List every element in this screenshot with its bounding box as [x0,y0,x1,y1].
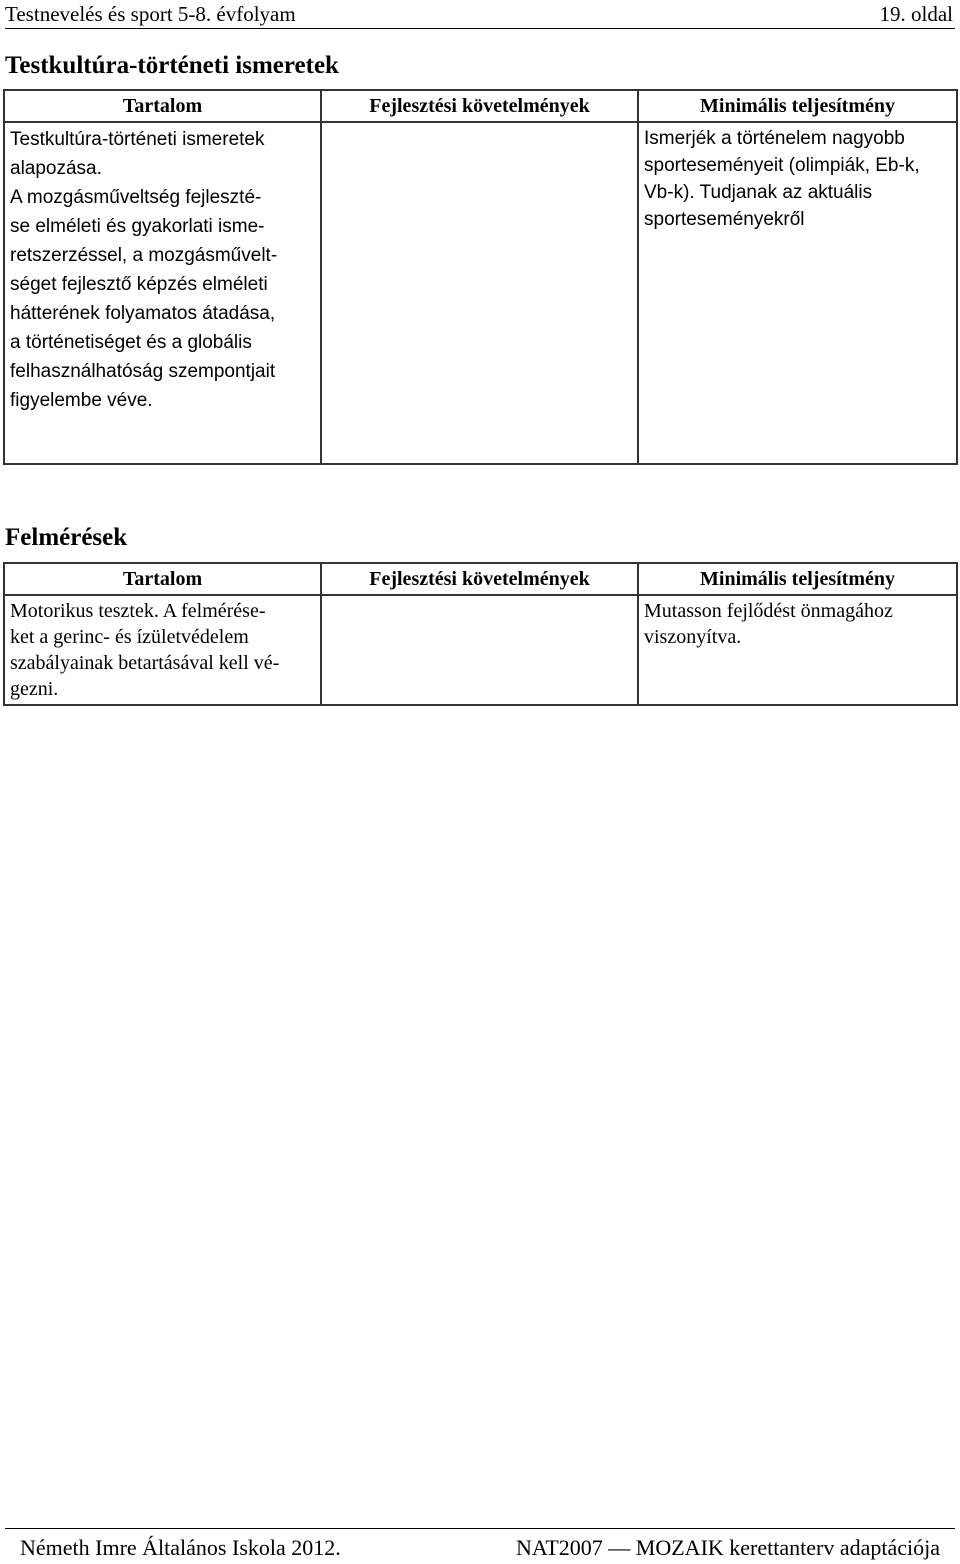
assessment-requirements-table [3,562,958,706]
requirements-cell [321,595,638,705]
table-row [4,122,957,464]
content-line: Motorikus tesztek. A felmérése- [10,600,266,622]
minimum-line: Mutasson fejlődést önmagához [644,600,893,622]
content-line: Testkultúra-történeti ismeretek [10,129,265,150]
column-header-requirements: Fejlesztési követelmények [321,563,638,595]
content-line: szabályainak betartásával kell vé- [10,652,280,674]
table-header-row [4,563,957,595]
content-cell [4,122,321,464]
content-cell [4,595,321,705]
column-header-requirements: Fejlesztési követelmények [321,90,638,122]
page-number: 19. oldal [879,2,953,26]
section-title-assessments: Felmérések [5,524,128,551]
column-header-content: Tartalom [4,90,321,122]
content-line: se elméleti és gyakorlati isme- [10,216,265,237]
minimum-line: Ismerjék a történelem nagyobb [644,128,905,149]
column-header-minimum: Minimális teljesítmény [638,90,957,122]
content-line: ket a gerinc- és ízületvédelem [10,626,249,648]
school-name: Németh Imre Általános Iskola 2012. [20,1535,341,1560]
content-line: séget fejlesztő képzés elméleti [10,274,268,295]
content-line: retszerzéssel, a mozgásművelt- [10,245,278,266]
content-line: alapozása. [10,158,102,179]
column-header-content: Tartalom [4,563,321,595]
section-title-history: Testkultúra-történeti ismeretek [5,52,339,79]
minimum-line: sporteseményekről [644,209,805,230]
content-line: A mozgásműveltség fejleszté- [10,187,262,208]
content-line: felhasználhatóság szempontjait [10,361,276,382]
content-line: a történetiséget és a globális [10,332,252,353]
table-row [4,595,957,705]
minimum-line: viszonyítva. [644,626,742,648]
requirements-cell [321,122,638,464]
content-line: hátterének folyamatos átadása, [10,303,276,324]
curriculum-name: NAT2007 — MOZAIK kerettanterv adaptációja [516,1535,940,1560]
table-header-row [4,90,957,122]
content-line: gezni. [10,678,59,700]
page-header [5,0,955,29]
minimum-cell [638,595,957,705]
minimum-cell [638,122,957,464]
column-header-minimum: Minimális teljesítmény [638,563,957,595]
minimum-line: Vb-k). Tudjanak az aktuális [644,182,873,203]
page-footer [5,1528,955,1562]
history-requirements-table [3,89,958,465]
content-line: figyelembe véve. [10,390,153,411]
minimum-line: sporteseményeit (olimpiák, Eb-k, [644,155,920,176]
document-title: Testnevelés és sport 5-8. évfolyam [5,2,296,26]
